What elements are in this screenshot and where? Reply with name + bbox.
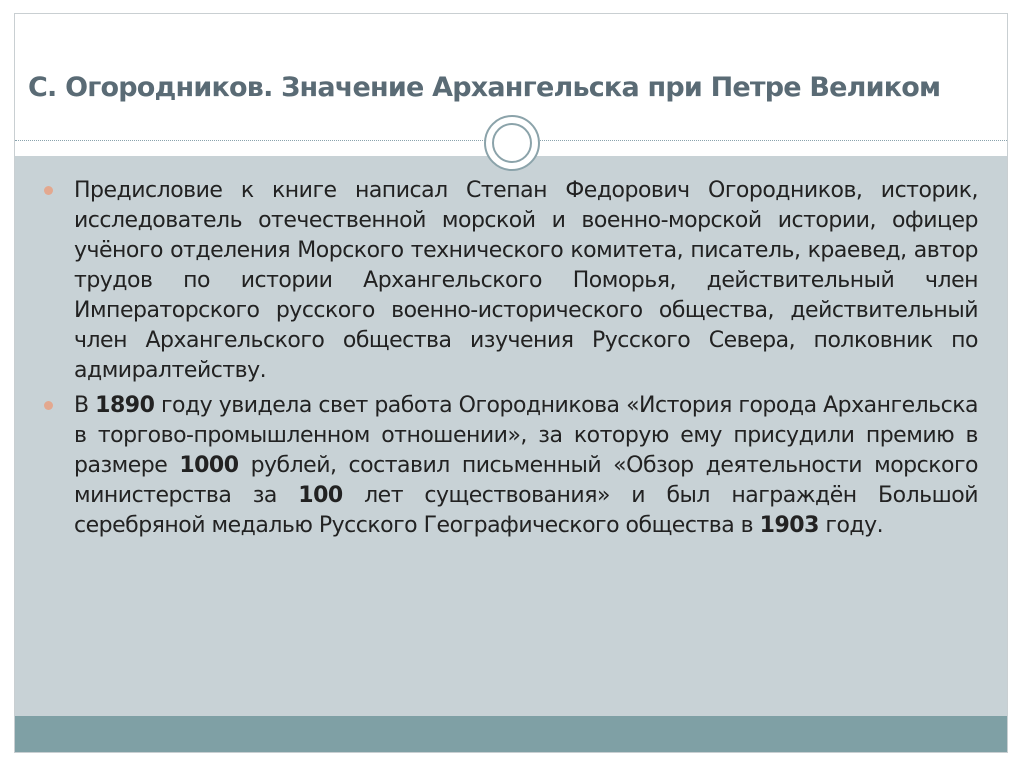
bullet-text: году увидела свет работа Огородникова «История города Архангельска в торгово-промышленном отношении», за которую ему присудили премию в размере [74, 393, 978, 478]
bullet-dot-icon [44, 186, 53, 195]
slide-title: С. Огородников. Значение Архангельска при Петре Великом [28, 72, 941, 103]
footer-band [15, 716, 1007, 752]
bullet-text: рублей, составил письменный «Обзор деятельности морского министерства за [74, 453, 978, 508]
circle-ornament-icon [484, 115, 540, 171]
bullet-number: 1890 [95, 393, 155, 418]
bullet-text: В [74, 393, 96, 418]
bullet-text: году. [818, 513, 884, 538]
circle-ornament-inner [492, 123, 532, 163]
bullet-text: лет существования» и был награждён Большой серебряной медалью Русского Географического общества в [74, 483, 978, 538]
bullet-text: Предисловие к книге написал Степан Федорович Огородников, историк, исследователь отечественной морской и военно-морской истории, офицер учёного отделения Морского технического комитета, писатель, краевед, автор трудов по истории Архангельского Поморья, действительный член Императорского русского военно-исторического общества, действительный член Архангельского общества изучения Русского Севера, полковник по адмиралтейству. [74, 178, 978, 383]
bullet-item [74, 391, 978, 541]
bullet-item [74, 176, 978, 386]
bullet-number: 1000 [179, 453, 239, 478]
bullet-dot-icon [44, 401, 53, 410]
bullet-number: 1903 [759, 513, 819, 538]
bullet-list [74, 176, 978, 546]
bullet-number: 100 [298, 483, 343, 508]
